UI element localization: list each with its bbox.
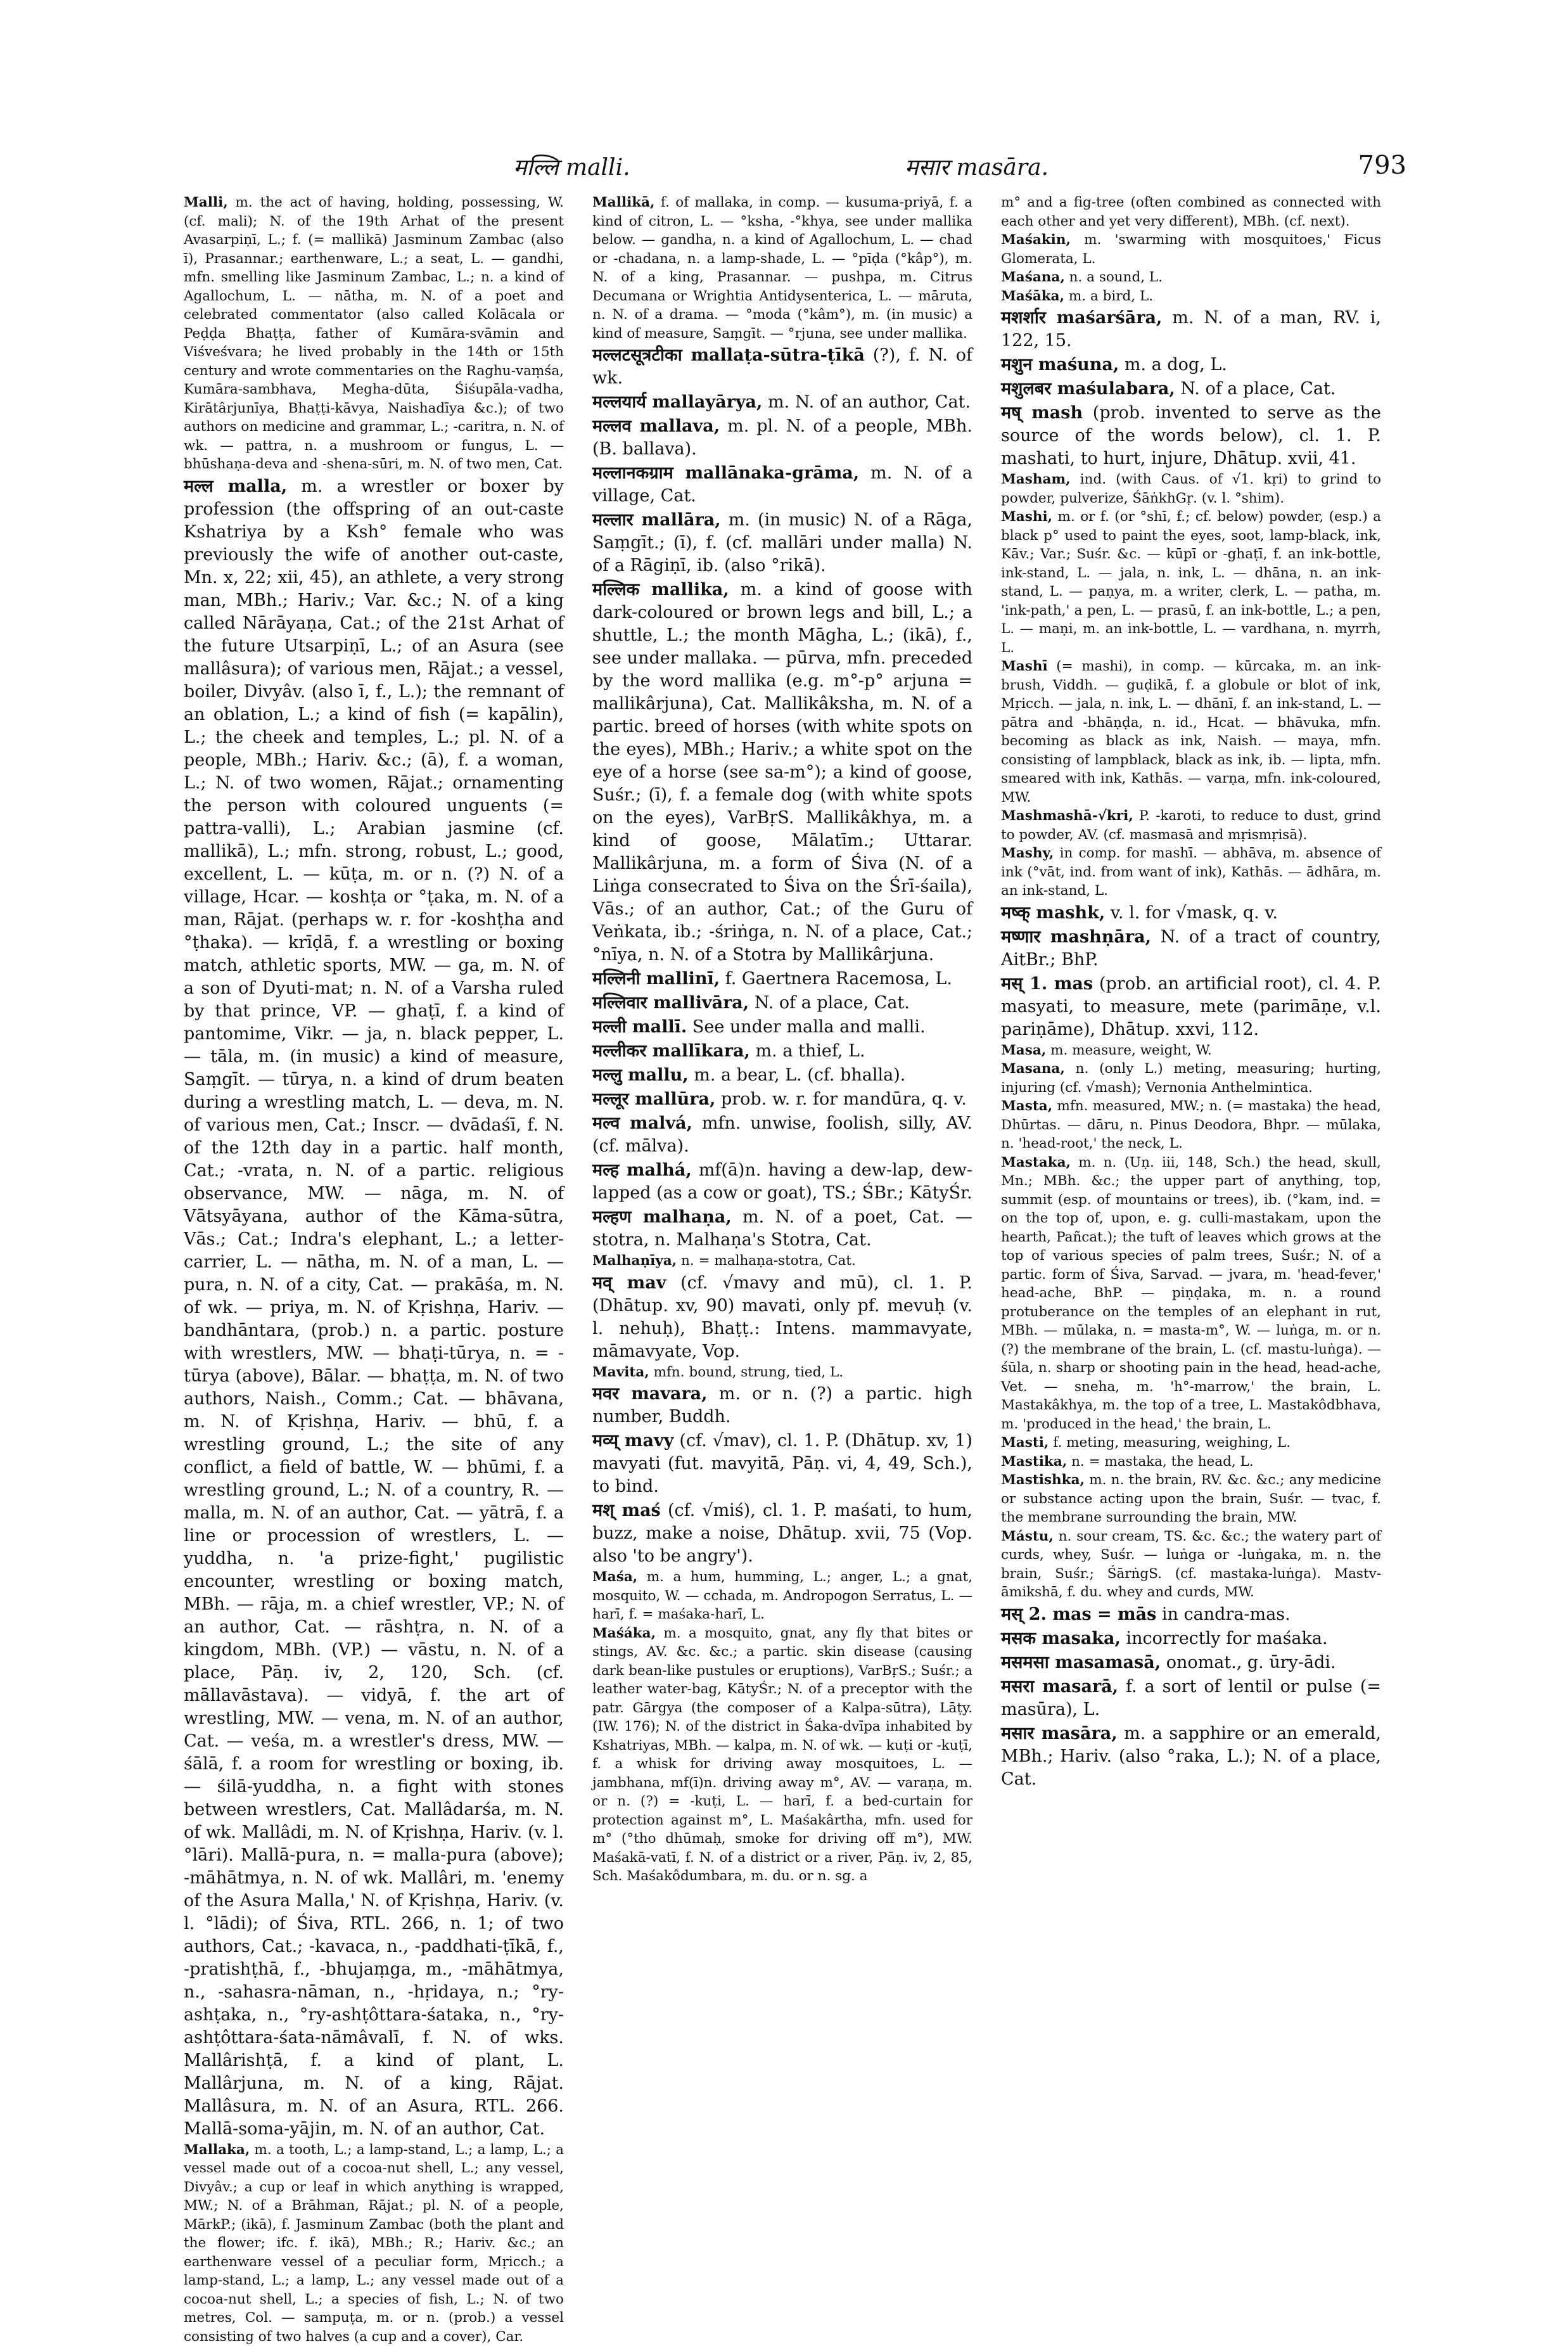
entry-headword: मशुन maśuna, [1001, 355, 1119, 375]
entry-definition: onomat., g. ūry-ādi. [1161, 1653, 1336, 1672]
entry-headword: Mashmashā-√kri, [1001, 808, 1133, 824]
entry-definition: m. a thief, L. [750, 1041, 865, 1061]
entry-headword: मवर mavara, [592, 1384, 708, 1404]
entry-headword: Mashī [1001, 658, 1048, 674]
entry-definition: (cf. √mav), cl. 1. P. (Dhātup. xv, 1) mavyati (fut. mavyitā, Pāṇ. vi, 4, 49, Sch.), to bind. [592, 1431, 972, 1496]
dictionary-entry [592, 1064, 972, 1087]
entry-headword: मसमसा masamasā, [1001, 1653, 1161, 1672]
entry-definition: m. N. of a village, Cat. [592, 463, 972, 506]
entry-headword: मल्लिनी mallinī, [592, 969, 720, 989]
dictionary-entry [592, 1568, 972, 1624]
entry-headword: Maśáka, [592, 1625, 656, 1641]
dictionary-entry [1001, 807, 1381, 844]
entry-headword: Masta, [1001, 1098, 1052, 1114]
entry-headword: मष् mash [1001, 403, 1083, 423]
entry-definition: m. a wrestler or boxer by profession (the offspring of an out-caste Kshatriya by a Ksh° female who was previously the wife of another out-caste, Mn. x, 22; xii, 45), an athlete, a very strong man, MBh.; Hariv.; Var. &c.; N. of a king called Nārāyaṇa, Cat.; of the 21st Arhat of the future Utsarpiṇī, L.; of an Asura (see mallâsura); of various men, Rājat.; a vessel, boiler, Divyâv. (also ī, f., L.); the remnant of an oblation, L.; a kind of fish (= kapālin), L.; the cheek and temples, L.; pl. N. of a people, MBh.; Hariv. &c.; (ā), f. a woman, L.; N. of two women, Rājat.; ornamenting the person with coloured unguents (= pattra-valli), L.; Arabian jasmine (cf. mallikā), L.; mfn. strong, robust, L.; good, excellent, L. — kūṭa, m. or n. (?) N. of a village, Hcar. — koshṭa or °ṭaka, m. N. of a man, Rājat. (perhaps w. r. for -koshṭha and °ṭhaka). — krīḍā, f. a wrestling or boxing match, athletic sports, MW. — ga, m. N. of a son of Dyuti-mat; n. N. of a Varsha ruled by that prince, VP. — ghaṭī, f. a kind of pantomime, Vikr. — ja, n. black pepper, L. — tāla, m. (in music) a kind of measure, Saṃgīt. — tūrya, n. a kind of drum beaten during a wrestling match, L. — deva, m. N. of various men, Cat.; Inscr. — dvādaśī, f. N. of the 12th day in a partic. half month, Cat.; -vrata, n. N. of a partic. religious observance, MW. — nāga, m. N. of Vātsyāyana, author of the Kāma-sūtra, Vās.; Cat.; Indra's elephant, L.; a letter-carrier, L. — nātha, m. N. of a man, L. — pura, n. N. of a city, Cat. — prakāśa, m. N. of wk. — priya, m. N. of Kṛishṇa, Hariv. — bandhāntara, (prob.) n. a partic. posture with wrestlers, MW. — bhaṭi-tūrya, n. = -tūrya (above), Bālar. — bhaṭṭa, m. N. of two authors, Naish., Comm.; Cat. — bhāvana, m. N. of Kṛishṇa, Hariv. — bhū, f. a wrestling ground, L.; the site of any conflict, a field of battle, W. — bhūmi, f. a wrestling ground, L.; N. of a country, R. — malla, m. N. of an author, Cat. — yātrā, f. a line or procession of wrestlers, L. — yuddha, n. 'a prize-fight,' pugilistic encounter, wrestling or boxing match, MBh. — rāja, m. a chief wrestler, VP.; N. of an author, Cat. — rāshṭra, n. N. of a kingdom, MBh. (VP.) — vāstu, n. N. of a place, Pāṇ. iv, 2, 120, Sch. (cf. māllavāstava). — vidyā, f. the art of wrestling, MW. — vena, m. N. of an author, Cat. — veśa, m. a wrestler's dress, MW. — śālā, f. a room for wrestling or boxing, ib. — śilā-yuddha, n. a fight with stones between wrestlers, Cat. Mallâdarśa, m. N. of wk. Mallâdi, m. N. of Kṛishṇa, Hariv. (v. l. °lāri). Mallā-pura, n. = malla-pura (above); -māhātmya, n. N. of wk. Mallâri, m. 'enemy of the Asura Malla,' N. of Kṛishṇa, Hariv. (v. l. °lādi); of Śiva, RTL. 266, n. 1; of two authors, Cat.; -kavaca, n., -paddhati-ṭīkā, f., -pratishṭhā, f., -bhujaṃga, m., -māhātmya, n., -sahasra-nāman, n., -hṛidaya, n.; °ry-ashṭaka, n., °ry-ashṭôttara-śataka, n., °ry-ashṭôttara-śata-nāmâvalī, f. N. of wks. Mallârishṭā, f. a kind of plant, L. Mallârjuna, m. N. of a king, Rājat. Mallâsura, m. N. of an Asura, RTL. 266. Mallā-soma-yājin, m. N. of an author, Cat. [184, 477, 564, 2139]
entry-definition: v. l. for √mask, q. v. [1105, 903, 1278, 923]
dictionary-entry [1001, 470, 1381, 508]
dictionary-entry [592, 1430, 972, 1498]
entry-definition: (= mashi), in comp. — kūrcaka, m. an ink-brush, Viddh. — guḍikā, f. a globule or blot of ink, Mṛicch. — jala, n. ink, L. — dhānī, f. an ink-stand, L. — pātra and -bhāṇḍa, n. id., Hcat. — bhāvuka, mfn. becoming as black as ink, Naish. — maya, mfn. consisting of lampblack, black as ink, ib. — lipta, mfn. smeared with ink, Kathās. — varṇa, mfn. ink-coloured, MW. [1001, 658, 1381, 805]
entry-headword: मसार masāra, [1001, 1724, 1118, 1743]
entry-definition: (prob. an artificial root), cl. 4. P. masyati, to measure, mete (parimāṇe, v.l. pariṇāme), Dhātup. xxvi, 112. [1001, 974, 1381, 1039]
entry-definition: m° and a fig-tree (often combined as connected with each other and yet very different), MBh. (cf. next). [1001, 195, 1381, 229]
dictionary-entry [1001, 1651, 1381, 1674]
dictionary-entry [592, 1499, 972, 1568]
dictionary-entry [1001, 354, 1381, 376]
dictionary-entry [592, 391, 972, 414]
entry-definition: n. (only L.) meting, measuring; hurting, injuring (cf. √mash); Vernonia Anthelmintica. [1001, 1061, 1381, 1096]
dictionary-entry [184, 2141, 564, 2346]
entry-headword: मल्ल malla, [184, 477, 287, 496]
entry-headword: मल्लूर mallūra, [592, 1089, 715, 1109]
entry-definition: (?), f. N. of wk. [592, 345, 972, 388]
entry-definition: m. a hum, humming, L.; anger, L.; a gnat, mosquito, W. — cchada, m. Andropogon Serratus, L. — harī, f. = maśaka-harī, L. [592, 1569, 972, 1622]
entry-definition: mf(ā)n. having a dew-lap, dew-lapped (as a cow or goat), TS.; ŚBr.; KātyŚr. [592, 1160, 972, 1203]
dictionary-entry [1001, 844, 1381, 901]
entry-headword: मल्लीकर mallīkara, [592, 1041, 750, 1061]
entry-headword: Mavita, [592, 1364, 649, 1380]
entry-headword: Mastaka, [1001, 1155, 1071, 1170]
entry-headword: मष्क् mashk, [1001, 903, 1105, 923]
entry-headword: Mashi, [1001, 509, 1052, 525]
entry-headword: मल्लटसूत्रटीका mallaṭa-sūtra-ṭīkā [592, 345, 865, 365]
dictionary-entry [592, 509, 972, 577]
dictionary-entry [1001, 231, 1381, 268]
entry-headword: Masti, [1001, 1435, 1049, 1451]
dictionary-entry [1001, 1676, 1381, 1721]
dictionary-entry [1001, 1452, 1381, 1471]
entry-definition: N. of a place, Cat. [749, 993, 910, 1013]
entry-definition: m. n. the brain, RV. &c. &c.; any medicine or substance acting upon the brain, Suśr. — tvac, f. the membrane surrounding the brain, MW. [1001, 1472, 1381, 1525]
dictionary-entry [1001, 902, 1381, 925]
dictionary-entry [1001, 926, 1381, 971]
dictionary-entry [592, 1040, 972, 1063]
dictionary-entry [1001, 268, 1381, 287]
entry-definition: f. of mallaka, in comp. — kusuma-priyā, f. a kind of citron, L. — °ksha, -°khya, see under mallika below. — gandha, n. a kind of Agallochum, L. — chad or -chadana, n. a lamp-shade, L. — °pīḍa (°kâp°), m. N. of a king, Prasannar. — pushpa, m. Citrus Decumana or Wrightia Antidysenterica, L. — māruta, n. N. of a drama. — °moda (°kâm°), m. (in music) a kind of measure, Saṃgīt. — °rjuna, see under mallika. [592, 195, 972, 342]
entry-definition: in comp. for mashī. — abhāva, m. absence of ink (°vāt, ind. from want of ink), Kathās. — ādhāra, m. an ink-stand, L. [1001, 845, 1381, 899]
entry-definition: m. a mosquito, gnat, any fly that bites or stings, AV. &c. &c.; a partic. skin disease (causing dark bean-like pustules or eruptions), VarBṛS.; Suśr.; a leather water-bag, KātyŚr.; N. of a preceptor with the patr. Gārgya (the composer of a Kalpa-sūtra), Lāṭy. (IW. 176); N. of the district in Śaka-dvīpa inhabited by Kshatriyas, MBh. — kalpa, m. N. of wk. — kuṭi or -kuṭī, f. a whisk for driving away mosquitoes, L. — jambhana, mf(ī)n. driving away m°, AV. — varaṇa, m. or n. (?) = -kuṭi, L. — harī, f. a bed-curtain for protection against m°, L. Maśakârtha, mfn. used for m° (°tho dhūmaḥ, smoke for driving off m°), MW. Maśakā-vatī, f. N. of a district or a river, Pāṇ. iv, 2, 85, Sch. Maśakôdumbara, m. du. or n. sg. a [592, 1625, 972, 1885]
entry-headword: Mallikā, [592, 195, 655, 210]
entry-headword: मल्लयार्य mallayārya, [592, 392, 762, 412]
entry-headword: मसरा masarā, [1001, 1677, 1118, 1696]
entry-headword: मल्लव mallava, [592, 416, 720, 436]
entry-headword: मल्लु mallu, [592, 1065, 689, 1085]
entry-definition: (cf. √miś), cl. 1. P. maśati, to hum, buzz, make a noise, Dhātup. xvii, 75 (Vop. also 'to be angry'). [592, 1501, 972, 1566]
entry-definition: n. = malhaṇa-stotra, Cat. [677, 1253, 856, 1269]
entry-definition: mfn. bound, strung, tied, L. [649, 1364, 843, 1380]
entry-headword: Mastishka, [1001, 1472, 1085, 1488]
entry-definition: n. sour cream, TS. &c. &c.; the watery part of curds, whey, Suśr. — luṅga or -luṅgaka, m. n. the brain, Suśr.; ŚārṅgS. (cf. mastaka-luṅga). Mastv-āmikshā, f. du. whey and curds, MW. [1001, 1529, 1381, 1601]
entry-headword: Masham, [1001, 471, 1071, 487]
entry-definition: See under malla and malli. [687, 1017, 925, 1037]
dictionary-entry [592, 1016, 972, 1039]
entry-headword: मल्लिक mallika, [592, 580, 729, 599]
column-2 [592, 193, 972, 2018]
dictionary-entry [184, 193, 564, 474]
entry-definition: mfn. unwise, foolish, silly, AV. (cf. mālva). [592, 1113, 972, 1156]
entry-definition: m. 'swarming with mosquitoes,' Ficus Glomerata, L. [1001, 232, 1381, 267]
dictionary-entry [592, 1272, 972, 1363]
dictionary-entry [1001, 1722, 1381, 1791]
entry-definition: m. the act of having, holding, possessing, W. (cf. mali); N. of the 19th Arhat of the present Avasarpiṇī, L.; f. (= mallikā) Jasminum Zambac (also ī), Prasannar.; earthenware, L.; a seat, L. — gandhi, mfn. smelling like Jasminum Zambac, L.; n. a kind of Agallochum, L. — nātha, m. N. of a poet and celebrated commentator (also called Kolācala or Peḍḍa Bhaṭṭa, father of Kumāra-svāmin and Viśveśvara; he lived probably in the 14th or 15th century and wrote commentaries on the Raghu-vaṃśa, Kumāra-sambhava, Megha-dūta, Śiśupāla-vadha, Kirātârjunīya, Bhaṭṭi-kāvya, Naishadīya &c.); of two authors on medicine and grammar, L.; -caritra, n. N. of wk. — pattra, n. a mushroom or fungus, L. — bhūshaṇa-deva and -shena-sūri, m. N. of two men, Cat. [184, 195, 564, 472]
entry-definition: m. N. of a man, RV. i, 122, 15. [1001, 308, 1381, 350]
right-running-headword: मसार masāra. [905, 151, 1049, 182]
entry-headword: मश् maś [592, 1501, 661, 1520]
entry-definition: mfn. measured, MW.; n. (= mastaka) the head, Dhūrtas. — dāru, n. Pinus Deodora, Bhpr. — mūlaka, n. 'head-root,' the neck, L. [1001, 1098, 1381, 1151]
entry-definition: N. of a tract of country, AitBr.; BhP. [1001, 927, 1381, 970]
entry-definition: f. a sort of lentil or pulse (= masūra), L. [1001, 1677, 1381, 1719]
entry-headword: Maśakin, [1001, 232, 1071, 248]
entry-definition: prob. w. r. for mandūra, q. v. [715, 1089, 966, 1109]
entry-definition: m. a dog, L. [1119, 355, 1227, 375]
entry-headword: Mastika, [1001, 1454, 1067, 1470]
entry-definition: m. or f. (or °shī, f.; cf. below) powder, (esp.) a black p° used to paint the eyes, soot, lamp-black, ink, Kāv.; Var.; Suśr. &c. — kūpī or -ghaṭī, f. an ink-bottle, ink-stand, L. — jala, n. ink, L. — dhāna, n. an ink-stand, L. — paṇya, m. a writer, clerk, L. — patha, m. 'ink-path,' a pen, L. — prasū, f. an ink-bottle, L.; a pen, L. — maṇi, m. an ink-bottle, L. — vardhana, n. myrrh, L. [1001, 509, 1381, 656]
dictionary-entry [592, 579, 972, 966]
dictionary-entry [1001, 307, 1381, 352]
dictionary-entry [1001, 657, 1381, 807]
entry-headword: मल्हण malhaṇa, [592, 1207, 732, 1227]
entry-headword: मष्णार mashṇāra, [1001, 927, 1151, 947]
entry-headword: मल्ली mallī. [592, 1017, 687, 1037]
entry-definition: incorrectly for maśaka. [1121, 1629, 1328, 1648]
dictionary-entry [592, 415, 972, 461]
left-running-headword: मल्लि malli. [513, 151, 630, 182]
entry-headword: मस् 1. mas [1001, 974, 1093, 994]
entry-definition: (prob. invented to serve as the source of the words below), cl. 1. P. mashati, to hurt, injure, Dhātup. xvii, 41. [1001, 403, 1381, 468]
dictionary-entry [592, 1363, 972, 1382]
entry-headword: Maśana, [1001, 269, 1065, 285]
entry-headword: मशुलबर maśulabara, [1001, 379, 1175, 399]
entry-headword: मल्लानकग्राम mallānaka-grāma, [592, 463, 859, 483]
dictionary-entry [1001, 508, 1381, 657]
entry-headword: मल्व malvá, [592, 1113, 692, 1133]
entry-headword: मस् 2. mas = mās [1001, 1605, 1156, 1624]
dictionary-entry [592, 193, 972, 343]
entry-definition: P. -karoti, to reduce to dust, grind to powder, AV. (cf. masmasā and mṛismṛisā). [1001, 808, 1381, 843]
dictionary-entry [1001, 193, 1381, 231]
dictionary-entry [1001, 378, 1381, 401]
entry-definition: f. Gaertnera Racemosa, L. [720, 969, 952, 989]
page-number: 793 [1358, 151, 1406, 180]
dictionary-entry [592, 992, 972, 1015]
entry-definition: m. (in music) N. of a Rāga, Saṃgīt.; (ī), f. (cf. mallāri under malla) N. of a Rāgiṇī, ib. (also °rikā). [592, 510, 972, 575]
dictionary-entry [1001, 1041, 1381, 1060]
entry-definition: ind. (with Caus. of √1. kṛi) to grind to powder, pulverize, ŚāṅkhGṛ. (v. l. °shim). [1001, 471, 1381, 506]
entry-definition: m. a bear, L. (cf. bhalla). [689, 1065, 906, 1085]
dictionary-entry [1001, 1627, 1381, 1650]
dictionary-entry [1001, 1433, 1381, 1452]
dictionary-entry [1001, 1060, 1381, 1097]
entry-definition: m. N. of a poet, Cat. — stotra, n. Malhaṇa's Stotra, Cat. [592, 1207, 972, 1250]
entry-headword: मल्लिवार mallivāra, [592, 993, 749, 1013]
dictionary-entry [1001, 973, 1381, 1041]
dictionary-entry [1001, 287, 1381, 306]
dictionary-entry [592, 462, 972, 508]
dictionary-entry [592, 344, 972, 390]
entry-definition: f. meting, measuring, weighing, L. [1049, 1435, 1291, 1451]
entry-definition: m. a sapphire or an emerald, MBh.; Hariv. (also °raka, L.); N. of a place, Cat. [1001, 1724, 1381, 1789]
dictionary-entry [1001, 1603, 1381, 1626]
entry-definition: m. a kind of goose with dark-coloured or brown legs and bill, L.; a shuttle, L.; the month Māgha, L.; (ikā), f., see under mallaka. — pūrva, mfn. preceded by the word mallika (e.g. m°-p° arjuna = mallikârjuna), Cat. Mallikâksha, m. N. of a partic. breed of horses (with white spots on the eyes), MBh.; Hariv.; a white spot on the eye of a horse (see sa-m°); a kind of goose, Suśr.; (ī), f. a female dog (with white spots on the eyes), VarBṛS. Mallikâkhya, m. a kind of goose, Mālatīm.; Uttarar. Mallikârjuna, m. a form of Śiva (N. of a Liṅga consecrated to Śiva on the Śrī-śaila), Vās.; of an author, Cat.; of the Guru of Veṅkata, ib.; -śriṅga, n. N. of a place, Cat.; °nīya, n. N. of a Stotra by Mallikârjuna. [592, 580, 972, 965]
entry-definition: (cf. √mavy and mū), cl. 1. P. (Dhātup. xv, 90) mavati, only pf. mevuḥ (v. l. nehuḥ), Bhaṭṭ.: Intens. mammavyate, māmavyate, Vop. [592, 1273, 972, 1361]
dictionary-entry [592, 1624, 972, 1886]
entry-definition: m. or n. (?) a partic. high number, Buddh. [592, 1384, 972, 1426]
entry-headword: मसक masaka, [1001, 1629, 1121, 1648]
entry-headword: Masa, [1001, 1042, 1046, 1058]
entry-definition: n. = mastaka, the head, L. [1067, 1454, 1253, 1470]
entry-headword: मशर्शार maśarśāra, [1001, 308, 1162, 328]
entry-headword: Mashy, [1001, 845, 1054, 861]
dictionary-entry [592, 1206, 972, 1252]
column-1 [184, 193, 564, 2018]
entry-definition: m. measure, weight, W. [1046, 1042, 1211, 1058]
entry-headword: Maśa, [592, 1569, 637, 1585]
dictionary-entry [592, 1159, 972, 1205]
entry-headword: Mástu, [1001, 1529, 1054, 1544]
dictionary-entry [1001, 1527, 1381, 1602]
entry-headword: मव्य् mavy [592, 1431, 673, 1451]
entry-headword: मल्लार mallāra, [592, 510, 721, 530]
entry-headword: मल्ह malhá, [592, 1160, 692, 1180]
entry-headword: Maśāka, [1001, 288, 1064, 304]
entry-definition: m. a tooth, L.; a lamp-stand, L.; a lamp, L.; a vessel made out of a cocoa-nut shell, L.; any vessel, Divyâv.; a cup or leaf in which anything is wrapped, MW.; N. of a Brāhman, Rājat.; pl. N. of a people, MārkP.; (ikā), f. Jasminum Zambac (both the plant and the flower; ifc. f. ikā), MBh.; R.; Hariv. &c.; an earthenware vessel of a peculiar form, Mṛicch.; a lamp-stand, L.; a lamp, L.; any vessel made out of a cocoa-nut shell, L.; a species of fish, L.; N. of two metres, Col. — sampuṭa, m. or n. (prob.) a vessel consisting of two halves (a cup and a cover), Car. [184, 2142, 564, 2345]
column-3 [1001, 193, 1381, 2018]
entry-definition: N. of a place, Cat. [1175, 379, 1336, 399]
dictionary-entry [592, 968, 972, 990]
entry-headword: Malhaṇīya, [592, 1253, 677, 1269]
dictionary-entry [1001, 1153, 1381, 1434]
entry-definition: m. a bird, L. [1064, 288, 1153, 304]
dictionary-entry [1001, 1471, 1381, 1527]
dictionary-entry [1001, 402, 1381, 470]
page-header [184, 151, 1406, 189]
entry-headword: Mallaka, [184, 2142, 250, 2158]
dictionary-entry [592, 1088, 972, 1111]
entry-headword: Malli, [184, 195, 228, 210]
entry-definition: m. pl. N. of a people, MBh. (B. ballava). [592, 416, 972, 459]
dictionary-entry [1001, 1097, 1381, 1153]
entry-headword: मव् mav [592, 1273, 666, 1293]
entry-definition: n. a sound, L. [1065, 269, 1163, 285]
entry-definition: m. N. of an author, Cat. [762, 392, 971, 412]
entry-definition: m. n. (Uṇ. iii, 148, Sch.) the head, skull, Mn.; MBh. &c.; the upper part of anything, top, summit (esp. of mountains or trees), ib. (°kam, ind. = on the top of, upon, e. g. culli-mastakam, upon the hearth, Pañcat.); the tuft of leaves which grows at the top of various species of palm trees, Suśr.; N. of a partic. form of Śiva, Sarvad. — jvara, m. 'head-fever,' head-ache, BhP. — piṇḍaka, m. n. a round protuberance on the temples of an elephant in rut, MBh. — mūlaka, n. = masta-m°, W. — luṅga, m. or n. (?) the membrane of the brain, L. (cf. mastu-luṅga). — śūla, n. sharp or shooting pain in the head, head-ache, Vet. — sneha, m. 'h°-marrow,' the brain, L. Mastakâkhya, m. the top of a tree, L. Mastakôdbhava, m. 'produced in the head,' the brain, L. [1001, 1155, 1381, 1432]
dictionary-entry [592, 1252, 972, 1271]
dictionary-entry [592, 1383, 972, 1428]
entry-headword: Masana, [1001, 1061, 1065, 1077]
entry-definition: in candra-mas. [1156, 1605, 1290, 1624]
dictionary-entry [184, 475, 564, 2141]
dictionary-entry [592, 1112, 972, 1158]
